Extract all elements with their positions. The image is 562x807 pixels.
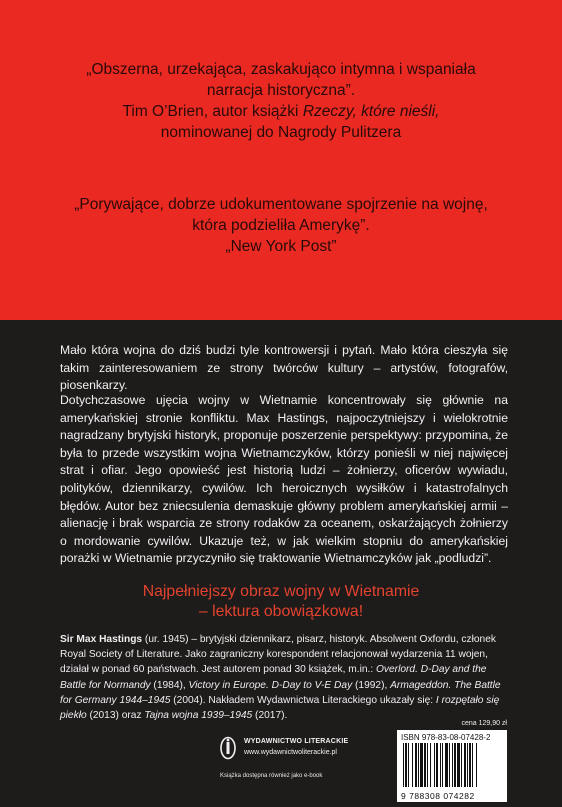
quote-text-line: „Porywające, dobrze udokumentowane spojrzenie na wojnę, [74,196,488,213]
description-paragraph-1: Mało która wojna do dziś budzi tyle kontrowersji i pytań. Mało która cieszyła się takim zainteresowaniem ze strony twórców kultury – artystów, fotografów, piosenkarzy. [60,343,508,393]
author-bio [60,632,510,723]
price-label: cena 129,90 zł [461,720,507,727]
bio-text: (ur. 1945) – brytyjski dziennikarz, pisarz, historyk. Absolwent Oxfordu, członek Royal Society of Literature. Jako zagraniczny korespondent relacjonował wydarzenia 11 wojen, działał w ponad 60 państwach. Jest autorem ponad 30 książek, m.in.: [60,634,496,676]
bio-book-title: Victory in Europe. D-Day to V-E Day [188,679,353,691]
barcode-area [397,720,507,802]
quote-text-line: „Obszerna, urzekająca, zaskakująco intymna i wspaniała [86,61,476,78]
quote-attribution [0,101,562,122]
bio-text: (1984), [150,679,189,691]
quote-attribution: „New York Post” [225,238,337,255]
publisher-name: WYDAWNICTWO LITERACKIE [244,738,349,745]
bio-text: (1992), [352,679,391,691]
publisher-block [220,732,420,772]
dark-description-panel [0,320,562,807]
attribution-book-title: Rzeczy, które nieśli, [302,103,440,120]
publisher-url: www.wydawnictwoliterackie.pl [244,749,337,756]
bio-book-title: I rozpętało się piekło [60,694,500,722]
tagline-line-2: – lektura obowiązkowa! [198,603,364,620]
wl-logo-icon [220,736,236,760]
tagline-line-1: Najpełniejszy obraz wojny w Wietnamie [142,583,420,600]
isbn-label: ISBN 978-83-08-07428-2 [401,733,491,742]
barcode-number: 9 788308 074282 [401,791,475,801]
bio-book-title: Armageddon. The Battle for Germany 1944–1945 [60,679,501,706]
description-paragraph-2: Dotychczasowe ujęcia wojny w Wietnamie koncentrowały się głównie na amerykańskiej stronie konfliktu. Max Hastings, najpoczytniejszy i wielokrotnie nagradzany brytyjski historyk, proponuje poszerzenie perspektywy: przypomina, że była to przede wszystkim wojna Wietnamczyków, którzy ponieśli w niej najwięcej strat i ofiar. Jego opowieść jest historią ludzi – żołnierzy, oficerów wywiadu, polityków, dziennikarzy, cywilów. Ich heroicznych wysiłków i katastrofalnych błędów. Autor bez zniecsulenia demaskuje główny problem amerykańskiej armii – alienację i brak wsparcia ze strony rodaków za oceanem, oskarżających żołnierzy o mordowanie cywilów. Ukazuje też, w jak wielkim stopniu do amerykańskiej porażki w Wietnamie przyczyniło się traktowanie Wietnamczyków jak „podludzi”. [60,393,508,566]
quote-text-line: która podzieliła Amerykę”. [192,217,370,234]
bio-text: (2013) oraz [86,710,145,722]
bio-text: (2004). Nakładem Wydawnictwa Literackiego ukazały się: [170,694,436,706]
bio-book-title: Tajna wojna 1939–1945 [144,710,253,722]
author-name: Sir Max Hastings [60,634,143,645]
bio-text: (2017). [252,710,288,722]
quote-obrien [0,59,562,143]
barcode-icon [403,743,501,787]
quote-nypost [0,194,562,257]
attribution-name: Tim O’Brien, autor książki [122,103,303,120]
highlight-tagline [0,582,562,622]
quote-attribution-line: nominowanej do Nagrody Pulitzera [160,124,402,141]
ebook-note: Książka dostępna również jako e-book [220,773,323,779]
barcode-box [397,730,507,802]
red-quote-panel [0,0,562,320]
quote-text-line: narracja historyczna”. [206,82,356,99]
bio-book-title: Overlord. D-Day and the Battle for Normandy [60,664,487,691]
